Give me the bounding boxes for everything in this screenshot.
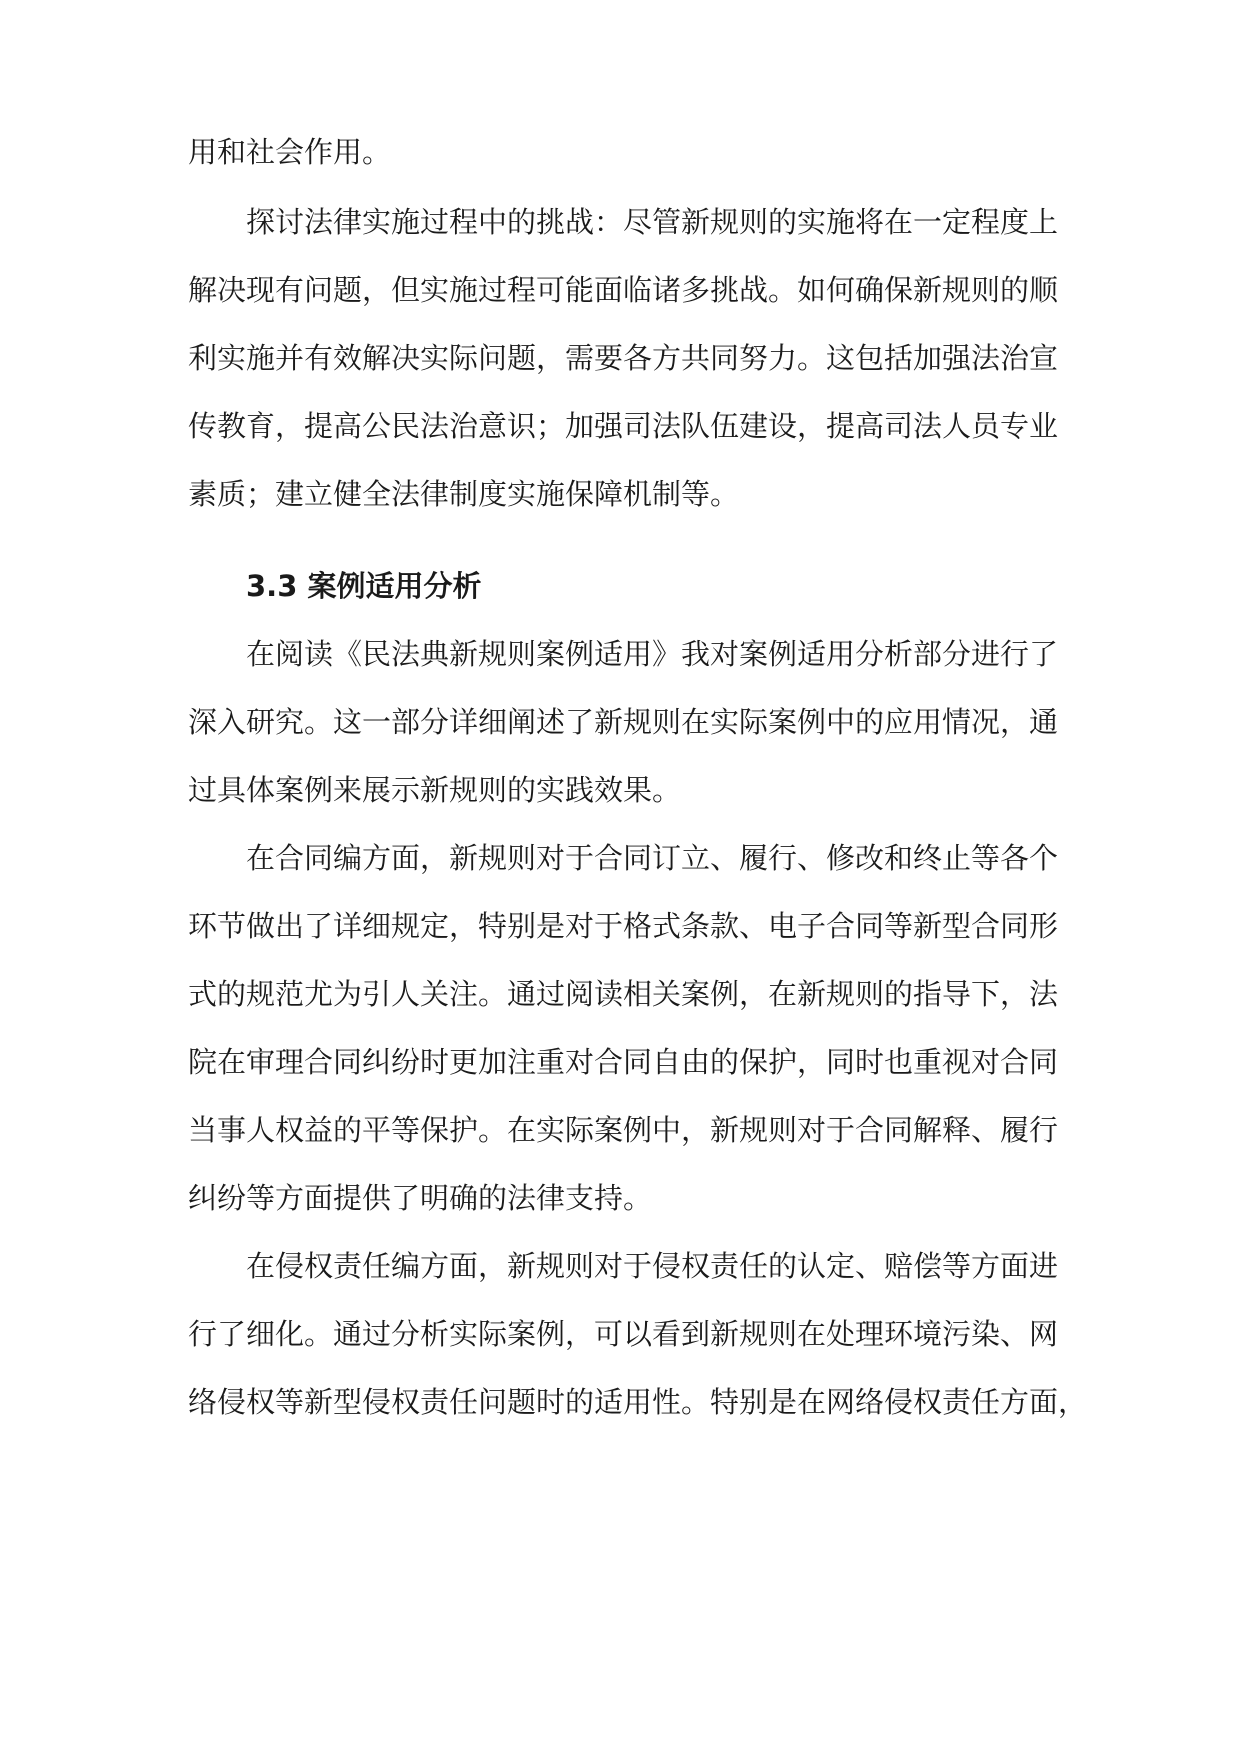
text-line: 解决现有问题，但实施过程可能面临诸多挑战。如何确保新规则的顺 [188, 273, 1059, 307]
text-line: 利实施并有效解决实际问题，需要各方共同努力。这包括加强法治宣 [188, 341, 1059, 375]
text-line: 传教育，提高公民法治意识；加强司法队伍建设，提高司法人员专业 [188, 409, 1059, 443]
text-line: 在侵权责任编方面，新规则对于侵权责任的认定、赔偿等方面进 [246, 1249, 1059, 1283]
text-line: 素质；建立健全法律制度实施保障机制等。 [188, 477, 740, 511]
text-line: 深入研究。这一部分详细阐述了新规则在实际案例中的应用情况，通 [188, 705, 1059, 739]
text-line: 探讨法律实施过程中的挑战：尽管新规则的实施将在一定程度上 [246, 205, 1059, 239]
text-line: 行了细化。通过分析实际案例，可以看到新规则在处理环境污染、网 [188, 1317, 1059, 1351]
text-line: 用和社会作用。 [188, 135, 392, 169]
text-line: 在阅读《民法典新规则案例适用》我对案例适用分析部分进行了 [246, 637, 1059, 671]
text-line: 络侵权等新型侵权责任问题时的适用性。特别是在网络侵权责任方面， [188, 1385, 1088, 1419]
text-line: 在合同编方面，新规则对于合同订立、履行、修改和终止等各个 [246, 841, 1059, 875]
text-line: 当事人权益的平等保护。在实际案例中，新规则对于合同解释、履行 [188, 1113, 1059, 1147]
document-page [188, 0, 1088, 1754]
section-heading: 3.3 案例适用分析 [246, 569, 482, 603]
text-line: 式的规范尤为引人关注。通过阅读相关案例，在新规则的指导下，法 [188, 977, 1059, 1011]
text-line: 院在审理合同纠纷时更加注重对合同自由的保护，同时也重视对合同 [188, 1045, 1059, 1079]
text-line: 环节做出了详细规定，特别是对于格式条款、电子合同等新型合同形 [188, 909, 1059, 943]
text-line: 纠纷等方面提供了明确的法律支持。 [188, 1181, 653, 1215]
text-line: 过具体案例来展示新规则的实践效果。 [188, 773, 682, 807]
